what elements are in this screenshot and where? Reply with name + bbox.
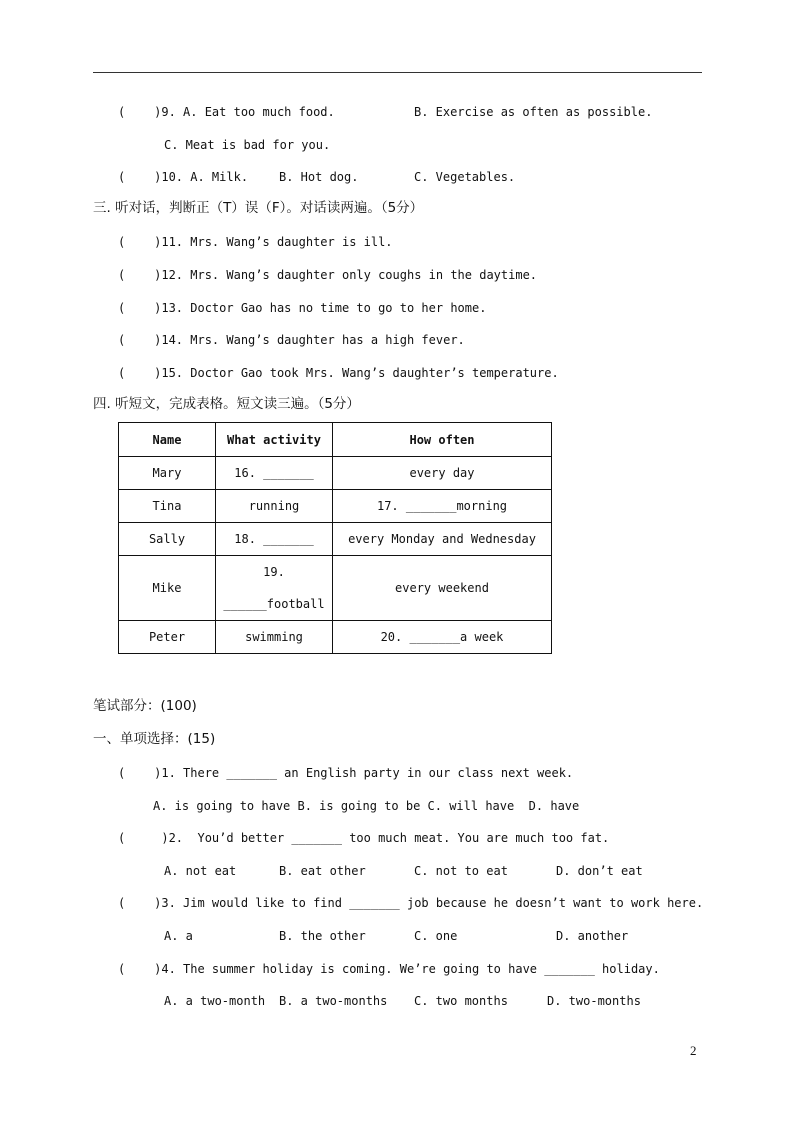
q4-option-b: B. a two-months xyxy=(279,994,388,1008)
q1-stem: ( )1. There _______ an English party in our class next week. xyxy=(118,766,574,780)
table-row xyxy=(119,523,552,556)
q13: ( )13. Doctor Gao has no time to go to her home. xyxy=(118,301,487,315)
q9-option-b: B. Exercise as often as possible. xyxy=(414,105,653,119)
q9-stem: ( )9. A. Eat too much food. xyxy=(118,105,335,119)
cell-name: Tina xyxy=(119,490,216,523)
cell-name: Mike xyxy=(119,556,216,621)
page-number: 2 xyxy=(690,1043,697,1058)
q2-stem: ( )2. You’d better _______ too much meat. You are much too fat. xyxy=(118,831,610,845)
cell-activity-line2: ______football xyxy=(223,597,325,611)
table-header-row xyxy=(119,423,552,457)
q4-option-c: C. two months xyxy=(414,994,508,1008)
q3-option-a: A. a xyxy=(164,929,193,943)
section3-heading: 三. 听对话，判断正（T）误（F）。对话读两遍。（5分） xyxy=(93,200,424,216)
q10-option-c: C. Vegetables. xyxy=(414,170,516,184)
q4-option-a: A. a two-month xyxy=(164,994,266,1008)
q11: ( )11. Mrs. Wang’s daughter is ill. xyxy=(118,235,393,249)
q2-option-d: D. don’t eat xyxy=(556,864,643,878)
cell-activity-line1: 19. xyxy=(263,565,285,579)
header-rule xyxy=(93,72,702,73)
header-how-often: How often xyxy=(333,423,552,457)
activity-table xyxy=(118,422,552,654)
q10-stem: ( )10. A. Milk. xyxy=(118,170,249,184)
cell-name: Mary xyxy=(119,457,216,490)
q2-option-a: A. not eat xyxy=(164,864,237,878)
cell-how-often: every Monday and Wednesday xyxy=(333,523,552,556)
cell-activity: 16. _______ xyxy=(216,457,333,490)
written-heading: 笔试部分：(100) xyxy=(93,698,197,714)
table-row xyxy=(119,490,552,523)
header-name: Name xyxy=(119,423,216,457)
q12: ( )12. Mrs. Wang’s daughter only coughs in the daytime. xyxy=(118,268,538,282)
q4-stem: ( )4. The summer holiday is coming. We’re going to have _______ holiday. xyxy=(118,962,660,976)
table-row xyxy=(119,621,552,654)
section4-heading: 四. 听短文，完成表格。短文读三遍。（5分） xyxy=(93,396,360,412)
cell-activity: running xyxy=(216,490,333,523)
q9-option-c: C. Meat is bad for you. xyxy=(164,138,331,152)
cell-activity xyxy=(216,556,333,621)
q2-option-c: C. not to eat xyxy=(414,864,508,878)
q14: ( )14. Mrs. Wang’s daughter has a high fever. xyxy=(118,333,465,347)
table-row xyxy=(119,457,552,490)
q3-option-c: C. one xyxy=(414,929,458,943)
cell-how-often: every weekend xyxy=(333,556,552,621)
header-activity: What activity xyxy=(216,423,333,457)
q2-option-b: B. eat other xyxy=(279,864,366,878)
table-row xyxy=(119,556,552,621)
cell-name: Sally xyxy=(119,523,216,556)
cell-activity: swimming xyxy=(216,621,333,654)
cell-activity: 18. _______ xyxy=(216,523,333,556)
q4-option-d: D. two-months xyxy=(547,994,641,1008)
q3-stem: ( )3. Jim would like to find _______ job because he doesn’t want to work here. xyxy=(118,896,704,910)
q10-option-b: B. Hot dog. xyxy=(279,170,359,184)
q3-option-b: B. the other xyxy=(279,929,366,943)
cell-name: Peter xyxy=(119,621,216,654)
q1-options: A. is going to have B. is going to be C. will have D. have xyxy=(153,799,580,813)
cell-how-often: 20. _______a week xyxy=(333,621,552,654)
cell-how-often: every day xyxy=(333,457,552,490)
q15: ( )15. Doctor Gao took Mrs. Wang’s daughter’s temperature. xyxy=(118,366,559,380)
q3-option-d: D. another xyxy=(556,929,629,943)
part1-heading: 一、单项选择：(15) xyxy=(93,731,216,747)
cell-how-often: 17. _______morning xyxy=(333,490,552,523)
